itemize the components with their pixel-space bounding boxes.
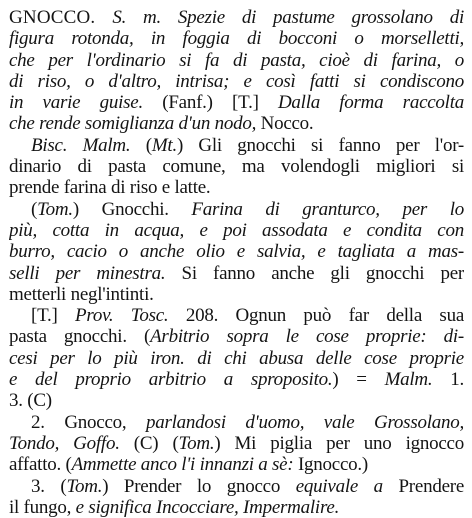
- text-run: Ignocco.): [293, 454, 368, 476]
- text-run: dinario di pasta comune, ma volendogli migliori si: [9, 156, 464, 178]
- entry-line: [9, 390, 464, 411]
- italic-text: Bisc. Malm.: [31, 134, 131, 156]
- entry-line: [9, 348, 464, 369]
- entry-line: [9, 476, 464, 497]
- italic-text: Arbitrio sopra le cose proprie: di-: [150, 326, 464, 348]
- entry-line: [9, 50, 464, 71]
- entry-line: [9, 92, 464, 113]
- italic-text: Ammette anco l'i innanzi a sè:: [71, 454, 294, 476]
- italic-text: Dalla forma raccolta: [277, 92, 464, 114]
- text-run: [95, 7, 112, 28]
- italic-text: equivale a: [295, 475, 383, 497]
- text-run: Nocco.: [256, 113, 314, 135]
- entry-line: [9, 113, 464, 134]
- entry-line: [9, 71, 464, 92]
- headword: GNOCCO.: [9, 7, 96, 28]
- text-run: (C) (: [119, 432, 179, 454]
- entry-line: [9, 454, 464, 475]
- text-run: (: [130, 134, 152, 156]
- text-run: metterli negl'intinti.: [9, 283, 154, 305]
- italic-text: Tom.: [66, 475, 103, 497]
- entry-line: [9, 497, 464, 518]
- italic-text: Prov. Tosc.: [75, 305, 169, 327]
- text-run: ) =: [332, 369, 385, 391]
- italic-text: S. m. Spezie di pastume grossolano di: [112, 7, 464, 28]
- italic-text: cesi per lo più iron. di chi abusa delle cose proprie: [9, 347, 464, 369]
- italic-text: che per l'ordinario si fa di pasta, cioè di farina, o: [9, 49, 464, 71]
- entry-line: [9, 412, 464, 433]
- italic-text: parlandosi d'uomo, vale Grossolano,: [146, 411, 464, 433]
- dictionary-entry-gnocco: [9, 7, 464, 518]
- italic-text: Tom.: [178, 432, 215, 454]
- entry-line: [9, 135, 464, 156]
- text-run: Prendere: [382, 475, 464, 497]
- entry-line: [9, 326, 464, 347]
- entry-line: [9, 177, 464, 198]
- text-run: ) Prender lo gnocco: [102, 475, 296, 497]
- text-run: ) Mi piglia per uno ignocco: [214, 432, 464, 454]
- entry-line: [9, 7, 464, 28]
- italic-text: e significa Incocciare, Impermalire.: [75, 496, 340, 518]
- italic-text: di riso, o d'altro, intrisa; e così fatti si condiscono: [9, 70, 464, 92]
- italic-text: burro, cacio o anche olio e salvia, e tagliata a mas-: [9, 241, 464, 263]
- text-run: 1.: [432, 369, 464, 391]
- text-run: (: [31, 198, 38, 220]
- entry-line: [9, 305, 464, 326]
- italic-text: Tondo, Goffo.: [9, 432, 120, 454]
- entry-line: [9, 433, 464, 454]
- entry-line: [9, 28, 464, 49]
- text-run: (Fanf.) [T.]: [143, 92, 278, 114]
- text-run: Si fanno anche gli gnocchi per: [165, 262, 464, 284]
- entry-line: [9, 263, 464, 284]
- text-run: ) Gli gnocchi si fanno per l'or-: [176, 134, 464, 156]
- italic-text: più, cotta in acqua, e poi assodata e condita con: [9, 219, 464, 241]
- italic-text: in varie guise.: [9, 92, 143, 114]
- text-run: 208. Ognun può far della sua: [168, 305, 464, 327]
- text-run: pasta gnocchi. (: [9, 326, 151, 348]
- text-run: 2. Gnocco,: [31, 411, 146, 433]
- italic-text: selli per minestra.: [9, 262, 166, 284]
- text-run: [T.]: [31, 305, 76, 327]
- entry-line: [9, 241, 464, 262]
- text-run: affatto. (: [9, 454, 72, 476]
- entry-line: [9, 156, 464, 177]
- entry-line: [9, 199, 464, 220]
- entry-line: [9, 369, 464, 390]
- italic-text: Mt.: [151, 134, 177, 156]
- italic-text: che rende somiglianza d'un nodo,: [9, 113, 257, 135]
- italic-text: Tom.: [37, 198, 73, 220]
- text-run: prende farina di riso e latte.: [9, 177, 211, 199]
- text-run: ) Gnocchi.: [72, 198, 192, 220]
- text-run: 3. (C): [9, 390, 52, 412]
- entry-line: [9, 284, 464, 305]
- italic-text: Farina di granturco, per lo: [191, 198, 464, 220]
- text-run: 3. (: [31, 475, 67, 497]
- text-run: il fungo,: [9, 496, 76, 518]
- italic-text: Malm.: [384, 369, 433, 391]
- italic-text: e del proprio arbitrio a sproposito.: [9, 369, 333, 391]
- entry-line: [9, 220, 464, 241]
- italic-text: figura rotonda, in foggia di bocconi o morselletti,: [9, 28, 464, 50]
